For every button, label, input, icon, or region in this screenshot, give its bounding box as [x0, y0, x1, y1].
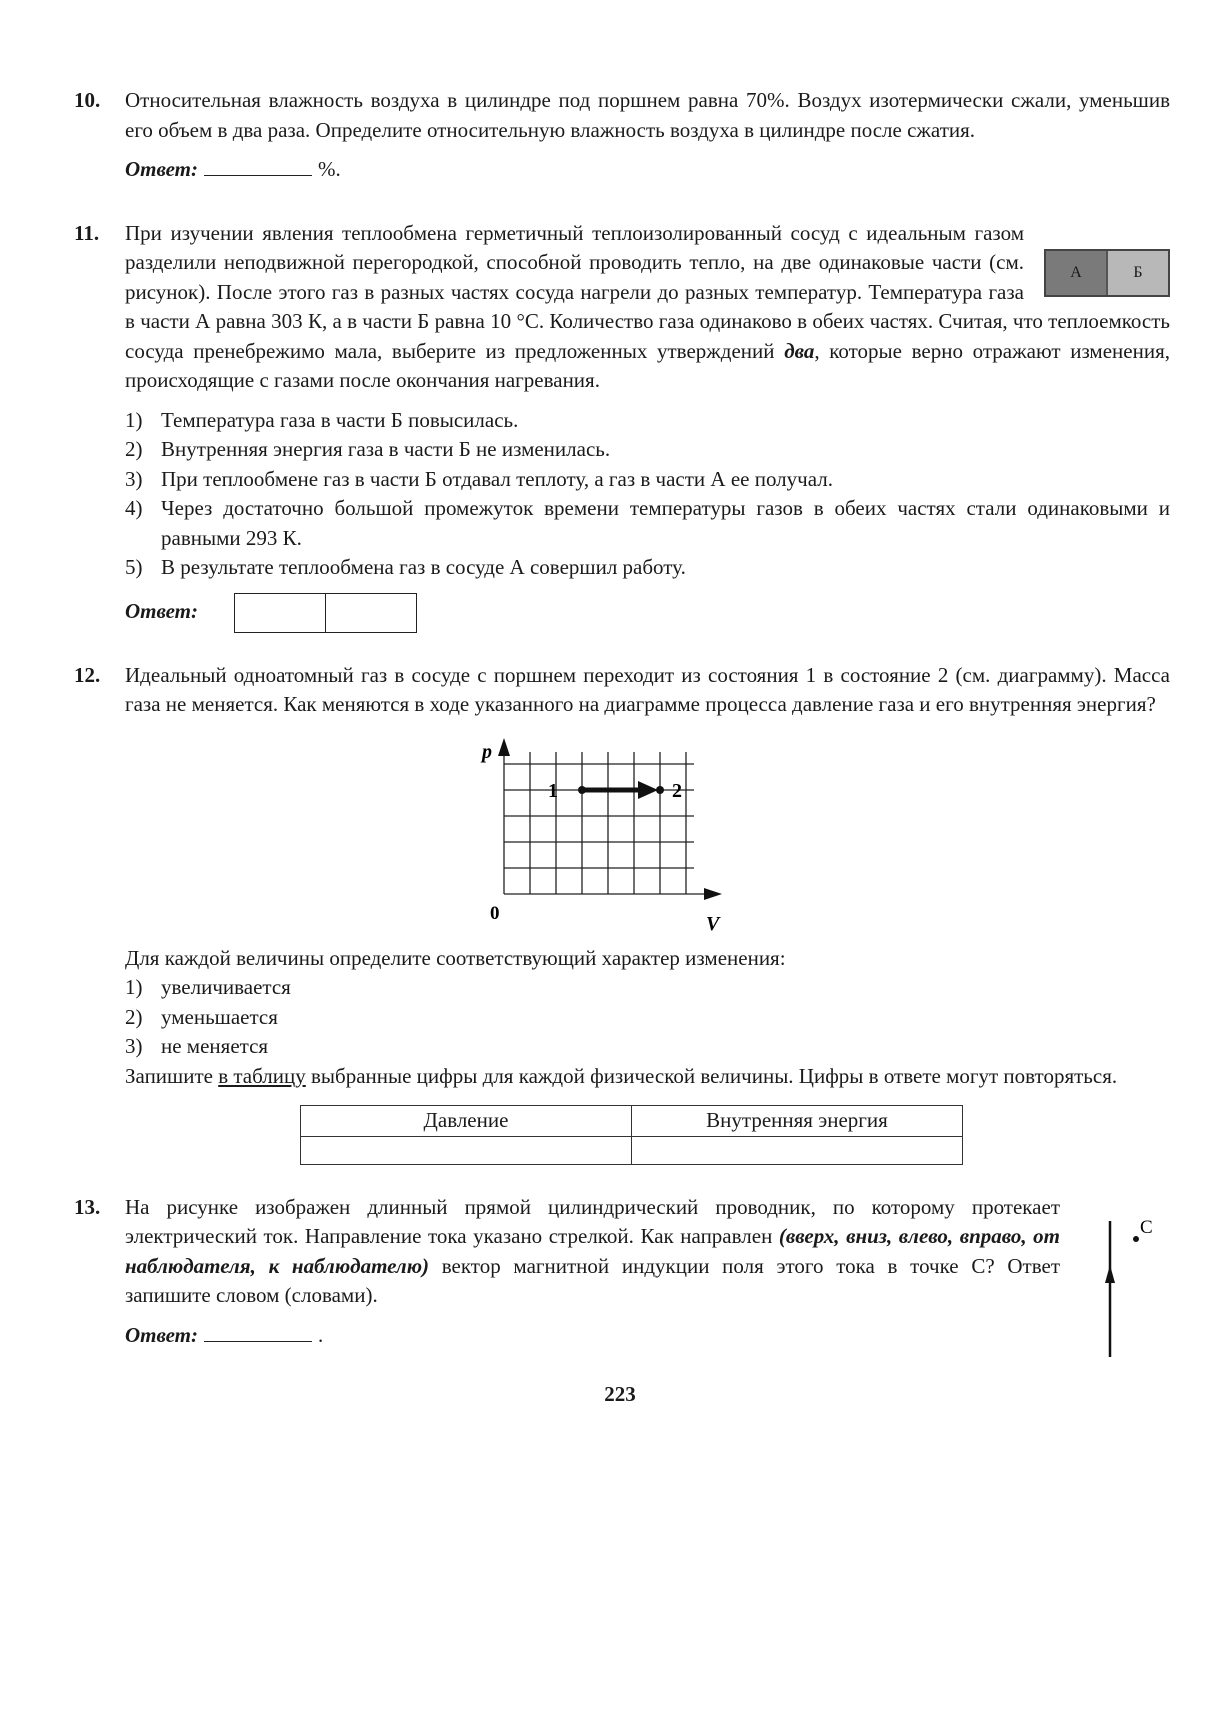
- task-11: [74, 219, 1170, 633]
- y-axis-label: p: [482, 740, 492, 763]
- option: 4) Через достаточно большой промежуток времени температуры газов в обеих частях стали одинаковыми и равными 293 К.: [125, 496, 1170, 550]
- pv-diagram: [470, 734, 770, 934]
- point-label: C: [1140, 1216, 1153, 1238]
- state-point: [656, 786, 664, 794]
- option: 2) уменьшается: [125, 1004, 278, 1029]
- answer-label: Ответ:: [125, 1322, 198, 1347]
- vessel-figure: [1044, 249, 1170, 297]
- answer-cell-1[interactable]: [235, 594, 325, 632]
- answer-cell-2[interactable]: [325, 594, 416, 632]
- answer-internal-energy[interactable]: [632, 1136, 963, 1164]
- task-number: 12.: [74, 662, 101, 687]
- emphasis: два: [784, 338, 815, 363]
- task-number: 11.: [74, 220, 100, 245]
- option: 3) не меняется: [125, 1034, 269, 1058]
- state-point: [578, 786, 586, 794]
- task-text: Идеальный одноатомный газ в сосуде с поршнем переходит из состояния 1 в состояние 2 (см. диаграмму). Масса газа не меняется. Как меняются в ходе указанного на диаграмме процесса давление газа и его внутренняя энергия?: [125, 662, 1170, 716]
- option: 3) При теплообмене газ в части Б отдавал теплоту, а газ в части А ее получал.: [125, 466, 833, 491]
- answer-blank[interactable]: [204, 1321, 312, 1342]
- answer-cells[interactable]: [234, 593, 417, 633]
- task-10: [74, 86, 1170, 185]
- part-b: Б: [1106, 251, 1168, 295]
- instruction: Для каждой величины определите соответствующий характер изменения:: [125, 945, 786, 970]
- option: 5) В результате теплообмена газ в сосуде А совершил работу.: [125, 555, 686, 579]
- header-pressure: Давление: [301, 1106, 632, 1137]
- answer-table: [300, 1105, 963, 1165]
- answer-label: Ответ:: [125, 598, 198, 623]
- answer-blank[interactable]: [204, 155, 312, 176]
- task-text: [125, 219, 1170, 396]
- task-13: 13. C На рисунке изображен длинный прямой цилиндрический проводник, по которому протекает электрический ток. Направление тока указано стрелкой. Как направлен (вверх, вниз, влево, вправо, от наблюдателя, к наблюдателю) вектор магнитной индукции поля этого тока в точке С? Ответ запишите словом (словами). Ответ: .: [74, 1193, 1170, 1351]
- task-number: 13.: [74, 1194, 101, 1219]
- process-arrow-icon: [638, 781, 658, 799]
- text-start: При изучении явления теплообмена герметичный теплоизолированный сосуд с идеальным газом разделили неподвижной перегородкой, способной проводить тепло, на две одинаковые части (см. рисунок). После этого газ в разных частях сосуда нагрели до разных температур. Температура газа в части А равна 303 К, а в части Б равна 10 °С. Количество газа одинаково в обеих частях. Считая, что теплоемкость сосуда пренебрежимо мала, выберите из предложенных утверждений: [125, 220, 1170, 363]
- current-arrow-icon: [1105, 1265, 1115, 1283]
- text-end: , которые верно отражают изменения, происходящие с газами после окончания нагревания.: [125, 338, 1170, 392]
- origin-label: 0: [490, 902, 500, 924]
- state-label: 1: [548, 779, 558, 802]
- write-instruction: Запишите в таблицу выбранные цифры для каждой физической величины. Цифры в ответе могут повторяться.: [125, 1063, 1118, 1088]
- state-label: 2: [672, 779, 682, 802]
- point-c: [1133, 1236, 1139, 1242]
- task-12: [74, 661, 1170, 1165]
- option: 2) Внутренняя энергия газа в части Б не изменилась.: [125, 437, 611, 461]
- page-number: 223: [604, 1382, 636, 1406]
- part-a: А: [1046, 251, 1106, 295]
- header-internal-energy: Внутренняя энергия: [632, 1106, 963, 1137]
- option: 1) увеличивается: [125, 975, 291, 999]
- conductor-figure: [1100, 1207, 1160, 1357]
- x-axis-label: V: [706, 912, 720, 934]
- option: 1) Температура газа в части Б повысилась.: [125, 407, 519, 432]
- task-text: Относительная влажность воздуха в цилиндре под поршнем равна 70%. Воздух изотермически сжали, уменьшив его объем в два раза. Определите относительную влажность воздуха в цилиндре после сжатия.: [125, 88, 1170, 142]
- answer-pressure[interactable]: [301, 1136, 632, 1164]
- answer-label: Ответ:: [125, 157, 198, 181]
- task-number: 10.: [74, 88, 101, 112]
- unit: %.: [318, 157, 341, 181]
- task-text: На рисунке изображен длинный прямой цилиндрический проводник, по которому протекает электрический ток. Направление тока указано стрелкой. Как направлен (вверх, вниз, влево, вправо, от наблюдателя, к наблюдателю) вектор магнитной индукции поля этого тока в точке С? Ответ запишите словом (словами).: [125, 1194, 1061, 1307]
